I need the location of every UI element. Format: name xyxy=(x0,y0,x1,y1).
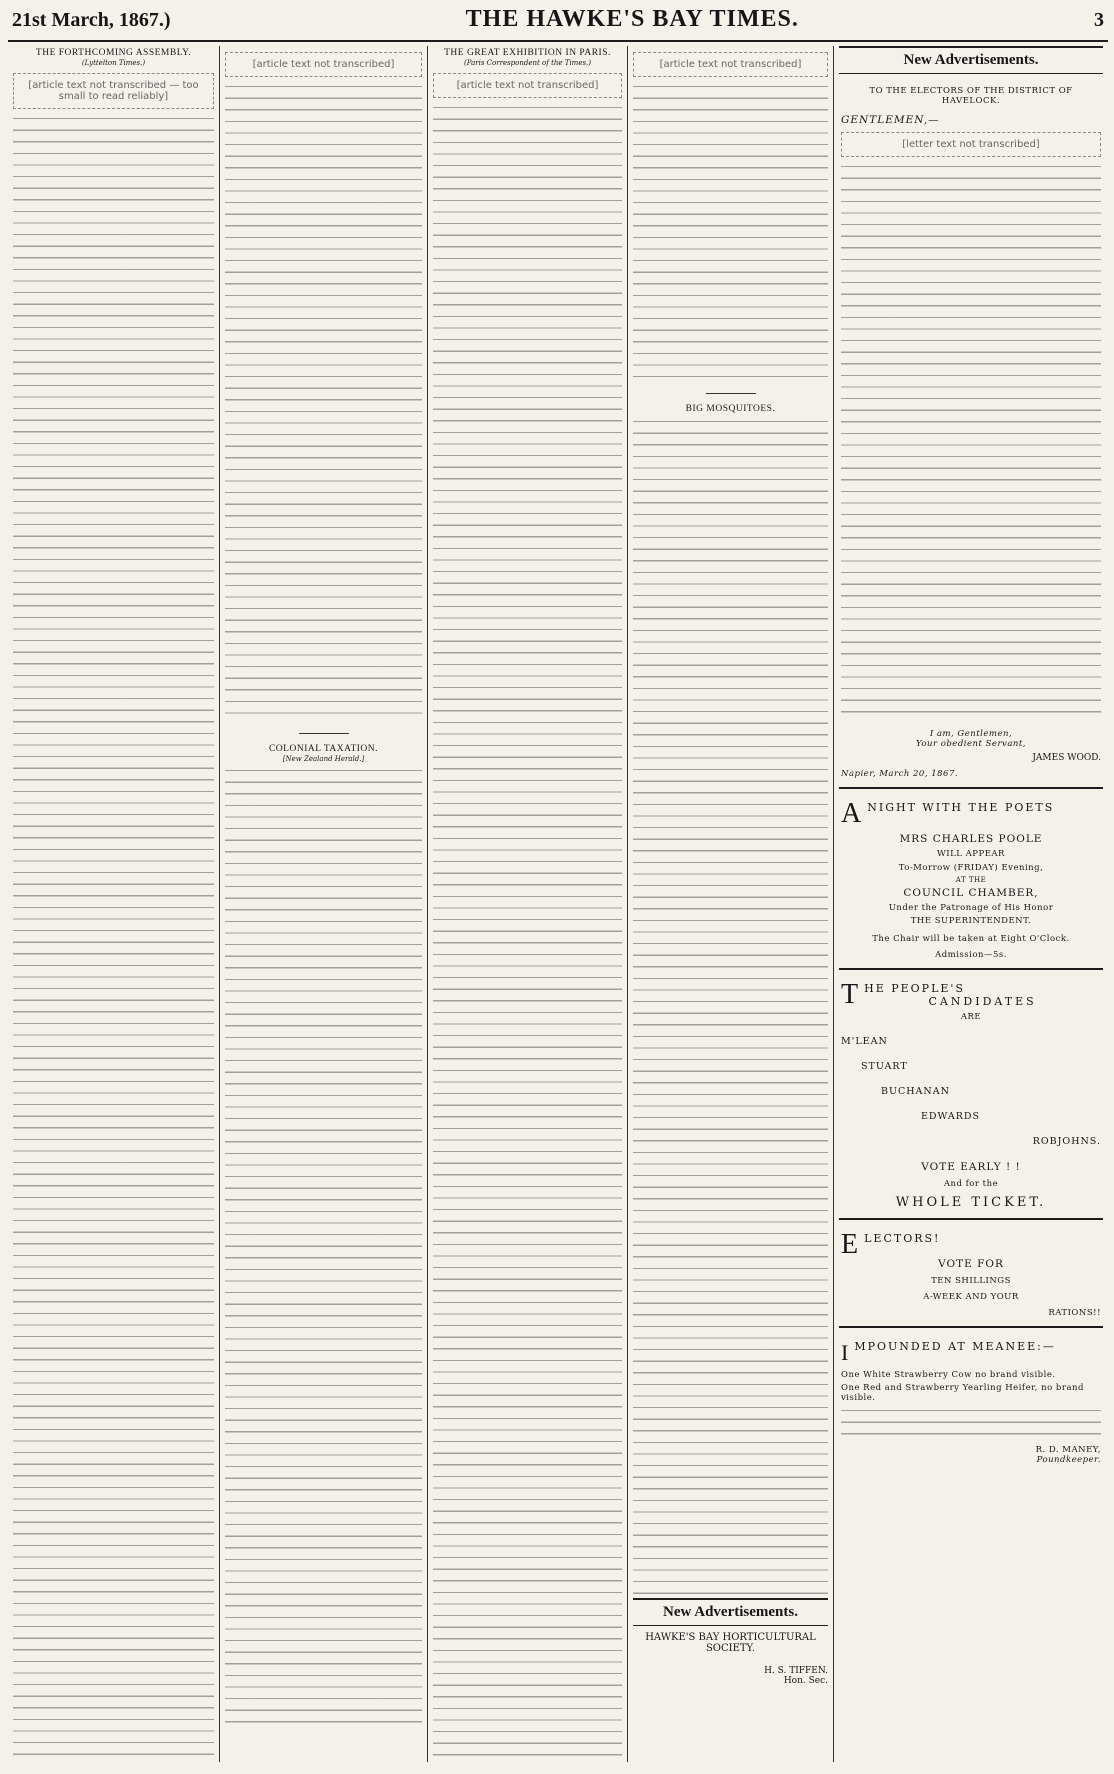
newspaper-page xyxy=(8,6,1108,1762)
ad-signature-role: Poundkeeper. xyxy=(1036,1455,1101,1465)
impounded-ad: IMPOUNDED AT MEANEE:— One White Strawberry Cow no brand visible. One Red and Strawberry Yearling Heifer, no brand visible. R. D. MANEY, Poundkeeper. xyxy=(841,1340,1101,1465)
illegible-text-notice: [article text not transcribed — too small to read reliably] xyxy=(13,73,214,109)
article-source: (Paris Correspondent of the Times.) xyxy=(463,59,592,67)
ad-salutation: GENTLEMEN,— xyxy=(841,114,940,126)
candidate-name: ROBJOHNS. xyxy=(1032,1136,1101,1147)
ad-line: MRS CHARLES POOLE xyxy=(899,833,1043,845)
candidate-name: BUCHANAN xyxy=(881,1086,950,1097)
text-block xyxy=(841,163,1101,723)
night-with-the-poets-ad: ANIGHT WITH THE POETS MRS CHARLES POOLE WILL APPEAR To-Morrow (FRIDAY) Evening, AT THE COUNCIL CHAMBER, Under the Patronage of His Honor THE SUPERINTENDENT. The Chair will be taken at Eight O'Clock. Admission—5s. xyxy=(839,795,1103,970)
text-block xyxy=(633,418,828,1598)
ad-line: Admission—5s. xyxy=(935,950,1007,960)
illegible-text-notice: [article text not transcribed] xyxy=(633,52,828,77)
paper-title: THE HAWKE'S BAY TIMES. xyxy=(465,6,799,32)
ad-line: TEN SHILLINGS xyxy=(931,1276,1011,1286)
ad-line: ARE xyxy=(960,1012,982,1022)
article-source: [New Zealand Herald.] xyxy=(282,755,365,763)
ad-line: RATIONS!! xyxy=(1048,1308,1101,1318)
ad-line: Under the Patronage of His Honor xyxy=(888,903,1054,913)
text-block xyxy=(633,83,828,383)
column-1 xyxy=(8,46,220,1762)
ad-line: CANDIDATES xyxy=(928,995,1037,1008)
ad-signature: JAMES WOOD. xyxy=(1032,753,1101,763)
article-headline: COLONIAL TAXATION. xyxy=(268,744,379,754)
column-2 xyxy=(220,46,428,1762)
ad-line: One Red and Strawberry Yearling Heifer, no brand visible. xyxy=(841,1383,1084,1403)
masthead xyxy=(8,6,1108,42)
ad-place-date: Napier, March 20, 1867. xyxy=(841,769,959,779)
illegible-text-notice: [article text not transcribed] xyxy=(433,73,622,98)
ad-line: VOTE EARLY ! ! xyxy=(921,1161,1021,1173)
article-headline: THE GREAT EXHIBITION IN PARIS. xyxy=(444,48,611,58)
society-ad xyxy=(633,1632,828,1686)
society-secretary: H. S. TIFFEN. xyxy=(764,1666,828,1676)
ad-line: The Chair will be taken at Eight O'Clock. xyxy=(872,934,1070,944)
column-4 xyxy=(628,46,834,1762)
ad-title: TO THE ELECTORS OF THE DISTRICT OF HAVELOCK. xyxy=(869,86,1073,106)
ad-line: AT THE xyxy=(955,876,987,884)
article-headline: THE FORTHCOMING ASSEMBLY. xyxy=(35,48,192,58)
divider xyxy=(299,733,349,734)
text-block xyxy=(841,1407,1101,1441)
divider xyxy=(706,393,756,394)
columns xyxy=(8,46,1108,1762)
text-block xyxy=(225,83,422,723)
article-source: (Lyttelton Times.) xyxy=(81,59,146,67)
peoples-candidates-ad: THE PEOPLE'S CANDIDATES ARE M'LEAN STUART BUCHANAN EDWARDS ROBJOHNS. VOTE EARLY ! ! And for the WHOLE TICKET. xyxy=(839,976,1103,1220)
ad-line: WILL APPEAR xyxy=(937,849,1005,859)
illegible-text-notice: [letter text not transcribed] xyxy=(841,132,1101,157)
ad-closing-2: Your obedient Servant, xyxy=(916,739,1026,749)
ad-line: NIGHT WITH THE POETS xyxy=(867,801,1055,814)
ad-line: And for the xyxy=(943,1179,999,1189)
ad-line: THE SUPERINTENDENT. xyxy=(910,916,1032,926)
column-5-advertisements xyxy=(834,46,1108,1762)
society-name: HAWKE'S BAY HORTICULTURAL SOCIETY. xyxy=(645,1632,816,1654)
candidate-name: M'LEAN xyxy=(841,1036,888,1047)
column-3 xyxy=(428,46,628,1762)
electors-havelock-ad xyxy=(839,80,1103,789)
article-headline: BIG MOSQUITOES. xyxy=(685,404,776,414)
ad-line: COUNCIL CHAMBER, xyxy=(903,887,1039,899)
ad-line: HE PEOPLE'S xyxy=(864,982,965,995)
text-block xyxy=(433,104,622,1762)
candidate-names xyxy=(841,1036,1101,1147)
ad-line: To-Morrow (FRIDAY) Evening, xyxy=(898,863,1044,873)
ad-line: LECTORS! xyxy=(864,1232,941,1245)
electors-vote-ad: ELECTORS! VOTE FOR TEN SHILLINGS A-WEEK AND YOUR RATIONS!! xyxy=(839,1226,1103,1328)
ad-line: One White Strawberry Cow no brand visible. xyxy=(841,1370,1056,1380)
society-secretary-role: Hon. Sec. xyxy=(783,1676,828,1686)
ad-line: MPOUNDED AT MEANEE:— xyxy=(854,1340,1056,1353)
candidate-name: EDWARDS xyxy=(921,1111,980,1122)
new-advertisements-heading: New Advertisements. xyxy=(839,46,1103,74)
illegible-text-notice: [article text not transcribed] xyxy=(225,52,422,77)
text-block xyxy=(13,115,214,1762)
ad-line: VOTE FOR xyxy=(938,1258,1004,1270)
ad-signature: R. D. MANEY, xyxy=(1035,1445,1101,1455)
ad-closing: I am, Gentlemen, xyxy=(929,729,1013,739)
new-advertisements-heading: New Advertisements. xyxy=(633,1598,828,1626)
text-block xyxy=(225,767,422,1727)
ad-line: A-WEEK AND YOUR xyxy=(923,1292,1019,1302)
candidate-name: STUART xyxy=(861,1061,908,1072)
page-number: 3 xyxy=(1094,9,1104,31)
ad-line: WHOLE TICKET. xyxy=(895,1195,1047,1210)
issue-date: 21st March, 1867.) xyxy=(12,9,171,31)
